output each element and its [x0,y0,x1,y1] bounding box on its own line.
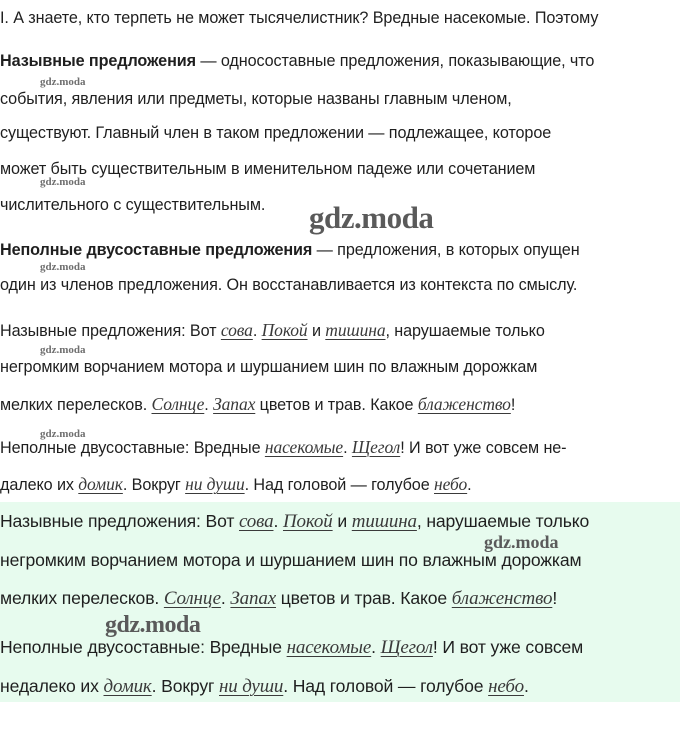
answer-nominative-line-1 [0,510,589,533]
punct: . [343,439,348,457]
definition-text: существуют. Главный член в таком предложении — подлежащее, которое [0,124,552,142]
example-nominative-line-3 [0,393,515,416]
example-text: мелких перелесков. [0,396,152,414]
word-shchegol: Щегол [351,437,401,457]
answer-text: . Над головой — голубое [283,676,489,696]
word-nebo: небо [434,474,468,494]
watermark: gdz.moda [40,76,86,88]
punct: . [523,676,529,696]
word-nebo: небо [488,676,524,697]
nominative-term: Назывные предложения [0,52,196,70]
word-zapah: Запах [230,588,277,609]
definition-incomplete-line-2 [0,274,577,296]
answer-nominative-line-3 [0,587,557,610]
example-nominative-line-2 [0,356,537,378]
example-text: , нарушаемые только [385,322,545,340]
punct: . [220,588,226,608]
word-shchegol: Щегол [380,637,433,658]
answer-text: цветов и трав. Какое [276,588,452,608]
answer-text: . Вокруг [151,676,219,696]
example-text: цветов и трав. Какое [255,396,418,414]
definition-incomplete-line-1 [0,239,580,261]
punct: . [252,322,258,340]
example-nominative-line-1 [0,319,545,342]
punct: . [467,476,472,494]
punct: . [371,637,376,657]
word-pokoy: Покой [282,511,333,532]
intro-line [0,7,598,29]
word-domik: домик [103,676,152,697]
definition-text: один из членов предложения. Он восстанавливается из контекста по смыслу. [0,276,578,294]
definition-text: — предложения, в которых опущен [312,241,580,259]
example-text: . Вокруг [122,476,186,494]
example-text: ! И вот уже совсем не- [400,439,567,457]
punct: ! [510,396,516,414]
intro-text: I. А знаете, кто терпеть не может тысячелистник? Вредные насекомые. Поэтому [0,9,599,27]
word-solntse: Солнце [151,394,205,414]
answer-incomplete-line-1 [0,636,583,659]
answer-text: негромким ворчанием мотора и шуршанием шин по влажным дорожкам [0,550,582,570]
definition-nominative-line-5 [0,194,265,216]
definition-text: числительного с существительным. [0,196,266,214]
punct: ! [552,588,558,608]
word-ni-dushi: ни души [219,676,284,697]
watermark: gdz.moda [105,612,201,638]
answer-incomplete-line-2 [0,675,529,698]
word-blazhenstvo: блаженство [417,394,511,414]
definition-nominative-line-1 [0,50,594,72]
answer-text: Неполные двусоставные: Вредные [0,637,287,657]
word-domik: домик [78,474,123,494]
watermark: gdz.moda [309,200,434,235]
punct: . [204,396,209,414]
word-solntse: Солнце [163,588,221,609]
definition-nominative-line-3 [0,122,551,144]
example-text: . Над головой — голубое [244,476,435,494]
example-text: негромким ворчанием мотора и шуршанием шин по влажным дорожкам [0,358,538,376]
example-incomplete-line-2 [0,473,472,496]
word-blazhenstvo: блаженство [451,588,553,609]
definition-text: может быть существительным в именительном падеже или сочетанием [0,160,536,178]
answer-text: мелких перелесков. [0,588,164,608]
answer-text: ! И вот уже совсем [432,637,584,657]
definition-text: — односоставные предложения, показывающие, что [195,52,595,70]
word-zapah: Запах [213,394,256,414]
answer-text: Назывные предложения: Вот [0,511,239,531]
conj: и [307,322,326,340]
example-text: далеко их [0,476,79,494]
answer-text: , нарушаемые только [416,511,590,531]
incomplete-term: Неполные двусоставные предложения [0,241,313,259]
conj: и [332,511,352,531]
word-nasekomye: насекомые [286,637,372,658]
watermark: gdz.moda [40,176,86,188]
example-text: Назывные предложения: Вот [0,322,221,340]
definition-nominative-line-2 [0,88,512,110]
watermark: gdz.moda [40,261,86,273]
word-tishina: тишина [351,511,417,532]
watermark: gdz.moda [40,344,86,356]
definition-text: события, явления или предметы, которые названы главным членом, [0,90,512,108]
word-sova: сова [239,511,274,532]
word-ni-dushi: ни души [185,474,245,494]
punct: . [273,511,279,531]
watermark: gdz.moda [40,428,86,440]
answer-text: недалеко их [0,676,104,696]
word-nasekomye: насекомые [264,437,344,457]
word-sova: сова [220,320,253,340]
example-text: Неполные двусоставные: Вредные [0,439,265,457]
watermark: gdz.moda [484,532,559,552]
word-tishina: тишина [325,320,386,340]
word-pokoy: Покой [261,320,308,340]
